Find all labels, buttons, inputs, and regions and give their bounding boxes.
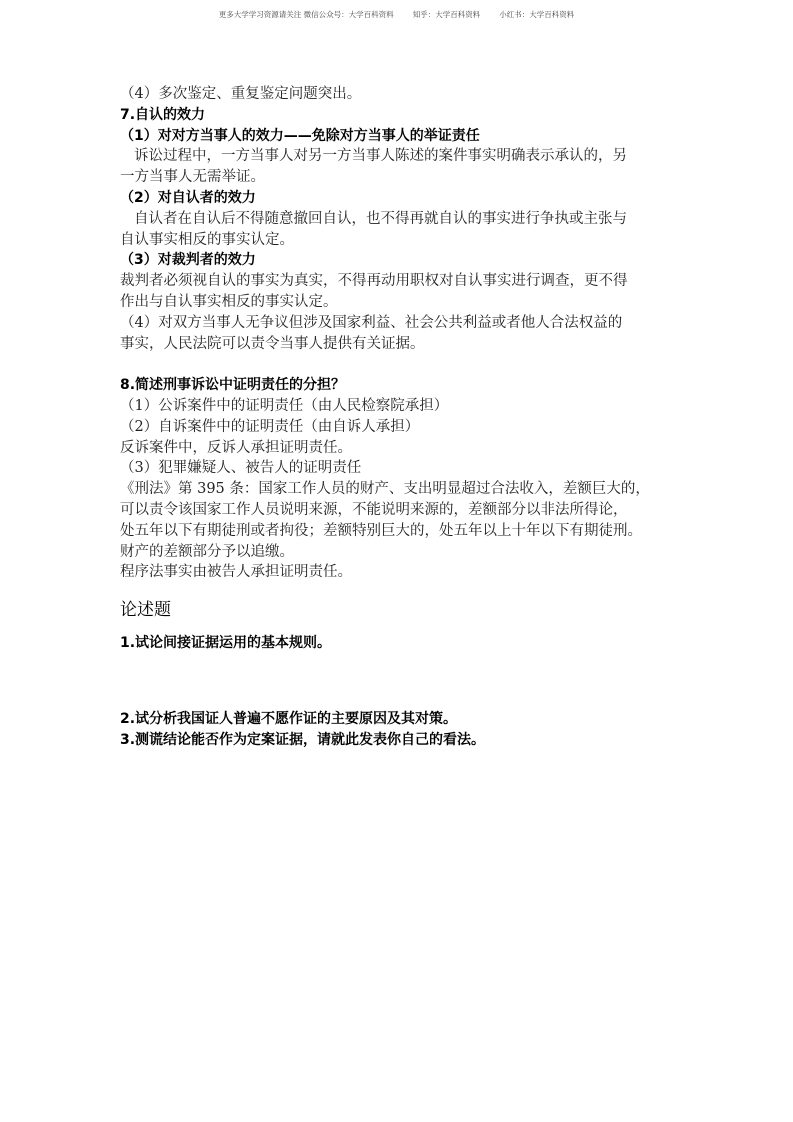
section-heading: 7.自认的效力 [120, 106, 206, 123]
paragraph-line: 财产的差额部分予以追缴。 [120, 543, 294, 560]
paragraph-line: （3）犯罪嫌疑人、被告人的证明责任 [120, 460, 362, 477]
paragraph-line: 作出与自认事实相反的事实认定。 [120, 293, 338, 310]
paragraph-line: 事实，人民法院可以责令当事人提供有关证据。 [120, 335, 425, 352]
paragraph-line: （4）对双方当事人无争议但涉及国家利益、社会公共利益或者他人合法权益的 [120, 314, 623, 331]
paragraph-line: 程序法事实由被告人承担证明责任。 [120, 564, 352, 581]
essay-question: 1.试论间接证据运用的基本规则。 [120, 635, 332, 652]
document-body [120, 84, 680, 751]
paragraph-line: （2）自诉案件中的证明责任（由自诉人承担） [120, 418, 420, 435]
paragraph-line: （1）公诉案件中的证明责任（由人民检察院承担） [120, 397, 449, 414]
subsection-heading: （3）对裁判者的效力 [120, 252, 256, 269]
paragraph-line: 一方当事人无需举证。 [120, 169, 265, 186]
spacer [120, 654, 680, 709]
essay-question: 3.测谎结论能否作为定案证据，请就此发表你自己的看法。 [120, 731, 486, 748]
paragraph-line: 裁判者必须视自认的事实为真实，不得再动用职权对自认事实进行调查，更不得 [120, 273, 628, 290]
paragraph-line: 《刑法》第 395 条：国家工作人员的财产、支出明显超过合法收入，差额巨大的， [120, 481, 650, 498]
paragraph-line: 反诉案件中，反诉人承担证明责任。 [120, 439, 352, 456]
page-header: 更多大学学习资源请关注 微信公众号：大学百科资料 知乎：大学百科资料 小红书：大学百科资料 [218, 10, 575, 19]
essay-section-title: 论述题 [120, 600, 171, 621]
paragraph-line: 自认事实相反的事实认定。 [120, 231, 294, 248]
subsection-heading: （2）对自认者的效力 [120, 189, 256, 206]
paragraph-line: 诉讼过程中，一方当事人对另一方当事人陈述的案件事实明确表示承认的，另 [134, 148, 627, 165]
paragraph-line: 处五年以下有期徒刑或者拘役；差额特别巨大的，处五年以上十年以下有期徒刑。 [120, 522, 642, 539]
text-line: （4）多次鉴定、重复鉴定问题突出。 [120, 86, 362, 102]
section-heading: 8.简述刑事诉讼中证明责任的分担？ [120, 377, 346, 394]
subsection-heading: （1）对对方当事人的效力——免除对方当事人的举证责任 [120, 127, 480, 144]
paragraph-line: 可以责令该国家工作人员说明来源，不能说明来源的，差额部分以非法所得论， [120, 501, 628, 518]
spacer [120, 354, 680, 375]
paragraph-line: 自认者在自认后不得随意撤回自认，也不得再就自认的事实进行争执或主张与 [134, 210, 627, 227]
essay-question: 2.试分析我国证人普遍不愿作证的主要原因及其对策。 [120, 710, 458, 727]
